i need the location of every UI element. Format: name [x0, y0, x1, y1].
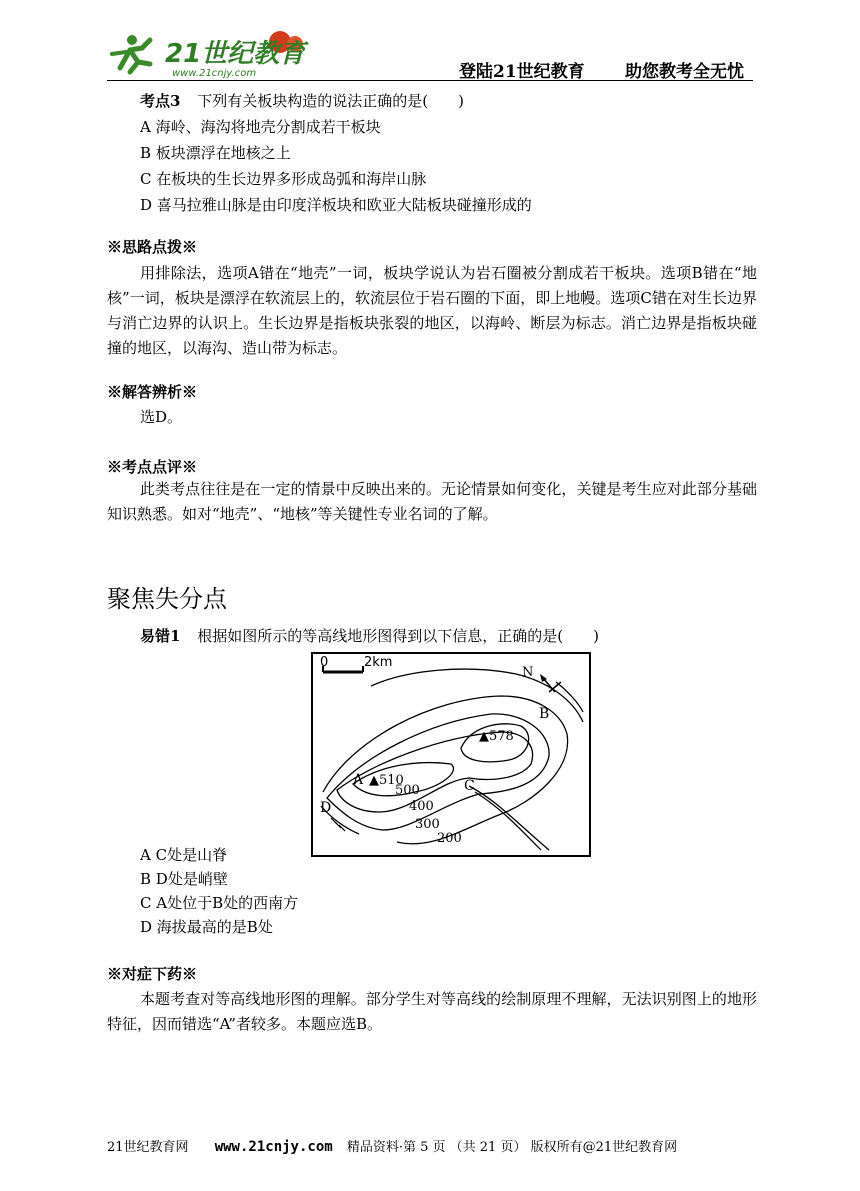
logo-text: 21世纪教育: [165, 39, 306, 69]
footer-site-name: 21世纪教育网: [107, 1140, 189, 1155]
remedy-title: ※对症下药※: [107, 965, 198, 983]
header-divider: [107, 80, 753, 81]
contour-label: 200: [437, 831, 462, 846]
footer-site-url: www.21cnjy.com: [214, 1139, 333, 1155]
point-label-a: A: [353, 772, 364, 788]
point-label-b: B: [539, 706, 550, 722]
header-slogan-right: 助您教考全无忧: [625, 62, 744, 82]
question-stem: 根据如图所示的等高线地形图得到以下信息，正确的是( ): [197, 627, 599, 645]
contour-label: 500: [395, 783, 420, 798]
scale-distance-label: 2km: [364, 655, 393, 670]
point-label-d: D: [320, 800, 332, 816]
option-a: A 海岭、海沟将地壳分割成若干板块: [140, 118, 381, 136]
hint-title: ※思路点拨※: [107, 238, 198, 256]
peak-578: ▲578: [479, 729, 514, 744]
option-c: C A处位于B处的西南方: [140, 894, 299, 912]
page-footer: [107, 1136, 757, 1155]
option-b: B 板块漂浮在地核之上: [140, 144, 291, 162]
contour-label: 300: [415, 817, 440, 832]
question-label: 考点3: [140, 92, 181, 110]
remedy-body: 本题考查对等高线地形图的理解。部分学生对等高线的绘制原理不理解，无法识别图上的地形特征，因而错选“A”者较多。本题应选B。: [107, 990, 757, 1033]
contour-label: 400: [409, 799, 434, 814]
site-logo: [110, 28, 310, 80]
mistake-1: [140, 626, 599, 646]
logo-runner-icon: [112, 35, 150, 72]
option-d: D 喜马拉雅山脉是由印度洋板块和欧亚大陆板块碰撞形成的: [140, 196, 532, 214]
answer-body: 选D。: [140, 408, 183, 426]
question-label: 易错1: [140, 627, 181, 645]
option-a: A C处是山脊: [140, 846, 228, 864]
north-label: N: [522, 665, 534, 680]
hint-body: 用排除法，选项A错在“地壳”一词，板块学说认为岩石圈被分割成若干板块。选项B错在“地核”一词，板块是漂浮在软流层上的，软流层位于岩石圈的下面，即上地幔。选项C错在对生长边界与消亡边界的认识上。生长边界是指板块张裂的地区，以海岭、断层为标志。消亡边界是指板块碰撞的地区，以海沟、造山带为标志。: [107, 264, 757, 357]
logo-url: www.21cnjy.com: [172, 68, 257, 79]
peak-510: ▲510: [369, 773, 404, 788]
footer-info: 精品资料·第 5 页 （共 21 页） 版权所有@21世纪教育网: [346, 1140, 678, 1155]
scale-zero-label: 0: [320, 655, 329, 670]
comment-title: ※考点点评※: [107, 458, 198, 476]
point-label-c: C: [464, 778, 475, 794]
header-slogan-left: 登陆21世纪教育: [459, 62, 585, 82]
section-heading: 聚焦失分点: [107, 585, 227, 613]
comment-body: 此类考点往往是在一定的情景中反映出来的。无论情景如何变化，关键是考生应对此部分基础知识熟悉。如对“地壳”、“地核”等关键性专业名词的了解。: [107, 480, 757, 523]
answer-title: ※解答辨析※: [107, 383, 198, 401]
contour-map: [311, 652, 591, 857]
option-c: C 在板块的生长边界多形成岛弧和海岸山脉: [140, 170, 427, 188]
option-d: D 海拔最高的是B处: [140, 918, 273, 936]
question-stem: 下列有关板块构造的说法正确的是( ): [197, 92, 464, 110]
option-b: B D处是峭壁: [140, 870, 228, 888]
